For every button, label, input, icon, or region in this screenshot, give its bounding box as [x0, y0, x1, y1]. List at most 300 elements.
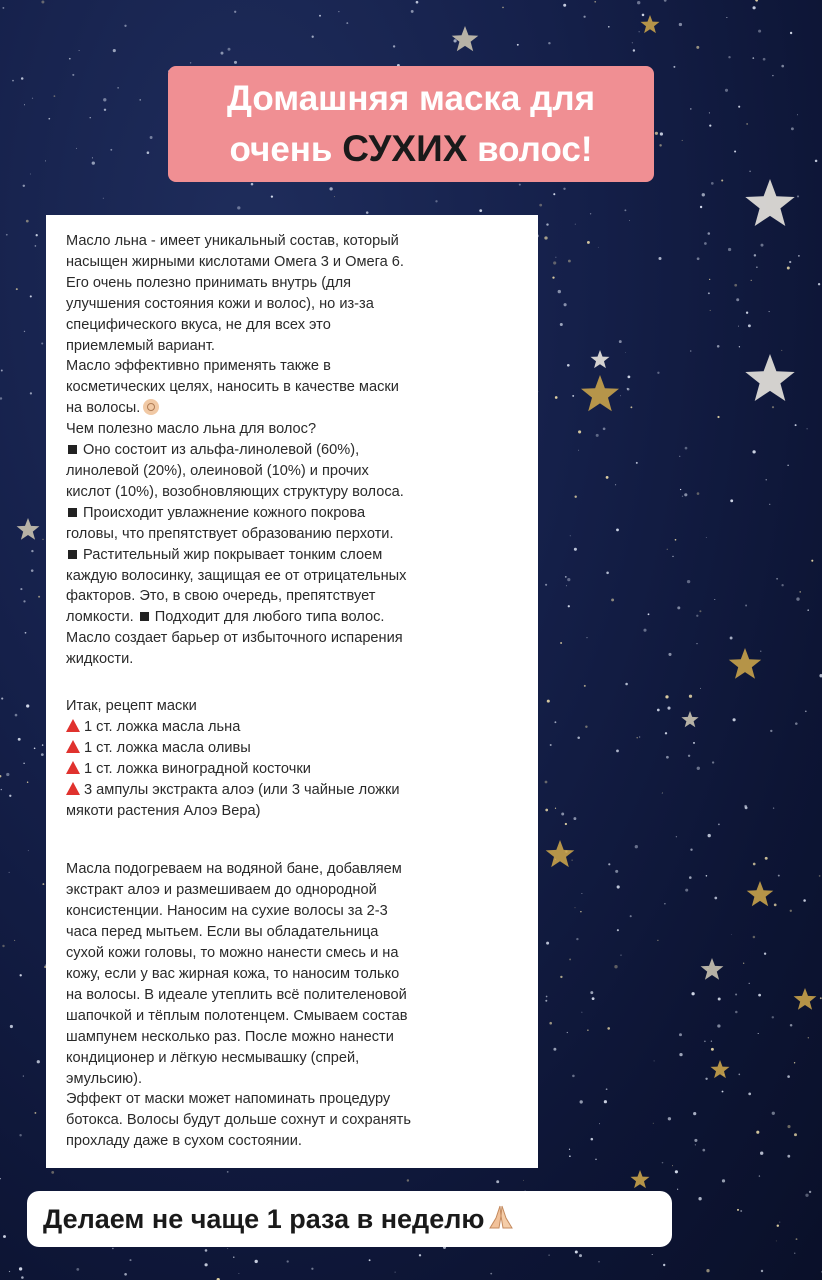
star-icon — [591, 350, 610, 368]
star-dot — [740, 1210, 742, 1212]
star-dot — [639, 736, 640, 737]
star-dot — [416, 1, 419, 4]
star-dot — [617, 885, 620, 888]
star-dot — [672, 1165, 673, 1166]
star-dot — [675, 539, 677, 541]
star-dot — [566, 585, 567, 586]
benefit-text: Происходит увлажнение кожного покрова головы, что препятствует образованию перхоти. — [66, 504, 394, 542]
star-dot — [319, 15, 321, 17]
star-dot — [560, 642, 562, 644]
star-dot — [1, 789, 2, 790]
star-dot — [539, 204, 542, 207]
star-dot — [749, 170, 751, 172]
star-dot — [798, 255, 800, 257]
star-icon — [729, 648, 761, 679]
star-dot — [796, 597, 799, 600]
star-dot — [110, 149, 112, 151]
star-dot — [690, 350, 692, 352]
star-dot — [689, 695, 692, 698]
star-dot — [587, 241, 590, 244]
star-dot — [772, 406, 774, 408]
star-dot — [695, 1144, 696, 1145]
star-dot — [545, 809, 548, 812]
star-dot — [346, 22, 348, 24]
star-dot — [553, 261, 556, 264]
star-dot — [781, 584, 783, 586]
star-dot — [565, 823, 567, 825]
star-dot — [14, 940, 15, 941]
star-dot — [628, 376, 631, 379]
star-dot — [662, 1162, 664, 1164]
star-dot — [411, 10, 414, 13]
star-dot — [664, 903, 665, 904]
star-dot — [739, 346, 740, 347]
star-dot — [735, 993, 737, 995]
star-dot — [639, 31, 640, 32]
star-dot — [772, 1016, 774, 1018]
star-dot — [572, 1075, 575, 1078]
star-dot — [603, 427, 606, 430]
ingredient-text: 1 ст. ложка масла оливы — [84, 739, 251, 756]
star-dot — [407, 1179, 409, 1181]
star-dot — [712, 761, 714, 763]
ok-hand-icon — [143, 399, 159, 415]
star-dot — [818, 283, 820, 285]
title-line-2-after: волос! — [467, 130, 593, 169]
star-dot — [684, 493, 687, 496]
star-dot — [760, 651, 761, 652]
star-dot — [561, 813, 564, 816]
star-dot — [688, 755, 690, 757]
star-dot — [820, 997, 822, 999]
star-dot — [749, 983, 750, 984]
star-dot — [743, 963, 744, 964]
star-dot — [6, 234, 8, 236]
star-dot — [699, 610, 701, 612]
star-dot — [576, 938, 578, 940]
title-accent-word: СУХИХ — [342, 128, 468, 169]
star-dot — [795, 722, 798, 725]
benefit-text: Подходит для любого типа волос. — [154, 609, 385, 626]
star-dot — [711, 1041, 712, 1042]
star-dot — [0, 775, 1, 777]
star-dot — [598, 1261, 599, 1262]
star-dot — [607, 1027, 610, 1030]
benefit-item — [66, 440, 526, 503]
star-dot — [28, 850, 29, 851]
star-dot — [751, 280, 752, 281]
ingredient-item — [66, 717, 526, 738]
star-dot — [608, 26, 610, 28]
star-dot — [679, 23, 682, 26]
star-dot — [227, 1248, 228, 1249]
star-dot — [38, 596, 40, 598]
star-dot — [1, 698, 3, 700]
star-dot — [548, 42, 550, 44]
star-dot — [806, 428, 807, 429]
star-dot — [635, 845, 638, 848]
star-dot — [778, 875, 780, 877]
star-dot — [711, 1048, 714, 1051]
star-dot — [581, 893, 582, 894]
star-dot — [746, 312, 748, 314]
star-dot — [706, 1269, 709, 1272]
star-dot — [555, 808, 556, 809]
star-dot — [16, 288, 18, 290]
star-dot — [606, 572, 609, 575]
star-dot — [545, 584, 547, 586]
star-dot — [677, 1189, 678, 1190]
star-dot — [558, 290, 561, 293]
star-dot — [652, 1254, 653, 1255]
star-dot — [774, 904, 777, 907]
star-dot — [620, 955, 621, 956]
benefits-heading: Чем полезно масло льна для волос? — [66, 421, 317, 438]
star-icon — [701, 958, 724, 980]
star-dot — [752, 57, 754, 59]
star-dot — [569, 958, 571, 960]
star-icon — [794, 988, 817, 1010]
square-bullet-icon — [68, 550, 77, 559]
article-card — [46, 215, 538, 1168]
star-dot — [664, 0, 667, 2]
star-dot — [702, 1149, 705, 1152]
star-dot — [546, 996, 548, 998]
star-dot — [667, 549, 668, 550]
star-dot — [805, 1194, 808, 1197]
star-dot — [233, 1257, 234, 1258]
star-dot — [103, 98, 106, 101]
star-dot — [221, 52, 224, 55]
star-dot — [6, 773, 9, 776]
star-dot — [35, 245, 37, 247]
star-dot — [569, 1155, 571, 1157]
star-dot — [435, 200, 437, 202]
benefit-text: Оно состоит из альфа-линолевой (60%), линолевой (20%), олеиновой (10%) и прочих кислот (10%), возобновляющих структуру волоса. — [66, 442, 404, 500]
star-dot — [590, 213, 591, 214]
star-dot — [76, 1268, 79, 1271]
star-dot — [34, 748, 36, 750]
star-dot — [790, 32, 792, 34]
star-dot — [734, 284, 737, 287]
star-dot — [714, 897, 717, 900]
star-dot — [676, 836, 677, 837]
star-dot — [679, 456, 680, 457]
star-dot — [615, 870, 618, 873]
star-dot — [596, 434, 599, 437]
star-dot — [675, 1170, 678, 1173]
star-dot — [728, 248, 731, 251]
star-dot — [228, 48, 231, 51]
star-dot — [519, 184, 521, 186]
star-dot — [69, 58, 71, 60]
star-dot — [658, 257, 661, 260]
star-dot — [554, 721, 556, 723]
star-dot — [563, 188, 565, 190]
star-dot — [419, 1254, 421, 1256]
star-dot — [591, 1138, 594, 1141]
star-dot — [745, 605, 747, 607]
star-dot — [738, 1074, 740, 1076]
star-dot — [579, 1254, 582, 1257]
star-dot — [234, 11, 236, 13]
star-dot — [139, 99, 141, 101]
star-dot — [722, 1091, 724, 1093]
star-dot — [570, 535, 571, 536]
star-dot — [51, 1171, 54, 1174]
star-dot — [553, 193, 555, 195]
star-dot — [26, 704, 29, 707]
star-dot — [32, 98, 33, 99]
star-dot — [787, 1155, 790, 1158]
star-dot — [90, 117, 91, 118]
instructions-paragraph: Масла подогреваем на водяной бане, добавляем экстракт алоэ и размешиваем до однородной консистенции. Наносим на сухие волосы за 2-3 часа перед мытьем. Если вы обладательница сухой кожи головы, то можно нанести смесь и на кожу, если у вас жирная кожа, то наносим только на волосы. В идеале утеплить всё полителеновой шапочкой и тёплым полотенцем. Смываем состав шампунем несколько раз. После можно нанести кондиционер и лёгкую несмывашку (спрей, эмульсию). — [66, 861, 408, 1087]
star-dot — [18, 738, 21, 741]
star-icon — [711, 1060, 730, 1078]
star-dot — [805, 710, 807, 712]
star-dot — [546, 942, 549, 945]
star-dot — [23, 185, 25, 187]
star-dot — [693, 742, 695, 744]
star-dot — [654, 1060, 655, 1061]
star-dot — [30, 392, 32, 394]
star-dot — [30, 174, 31, 175]
star-dot — [756, 267, 757, 268]
star-dot — [0, 1178, 1, 1180]
star-dot — [599, 1123, 600, 1124]
star-dot — [725, 89, 728, 92]
star-dot — [563, 4, 566, 7]
title-line-1: Домашняя маска для — [227, 79, 595, 118]
star-dot — [20, 974, 22, 976]
star-dot — [565, 576, 567, 578]
star-dot — [682, 140, 683, 141]
star-dot — [776, 578, 778, 580]
star-dot — [657, 709, 660, 712]
star-dot — [796, 1238, 798, 1240]
star-dot — [748, 324, 751, 327]
star-dot — [677, 606, 680, 609]
star-dot — [779, 1222, 780, 1223]
star-dot — [31, 569, 34, 572]
star-dot — [752, 450, 755, 453]
star-dot — [797, 114, 798, 115]
title-line-2-before: очень — [229, 130, 343, 169]
star-dot — [708, 292, 710, 294]
star-dot — [763, 58, 766, 61]
star-icon — [17, 518, 40, 540]
star-dot — [150, 136, 153, 139]
star-dot — [21, 1276, 24, 1279]
star-dot — [708, 232, 711, 235]
star-dot — [708, 834, 711, 837]
star-dot — [76, 148, 77, 149]
star-dot — [575, 224, 576, 225]
star-dot — [777, 1224, 779, 1226]
star-dot — [795, 424, 797, 426]
star-dot — [619, 340, 622, 343]
star-dot — [25, 632, 27, 634]
star-dot — [789, 261, 791, 263]
star-dot — [787, 267, 790, 270]
star-dot — [746, 123, 747, 124]
star-dot — [659, 144, 661, 146]
star-dot — [803, 899, 806, 902]
star-dot — [733, 718, 736, 721]
star-dot — [255, 1260, 258, 1263]
star-dot — [704, 1040, 706, 1042]
star-dot — [124, 25, 126, 27]
star-dot — [655, 132, 658, 135]
ingredient-item — [66, 780, 526, 822]
star-dot — [643, 629, 646, 632]
star-dot — [580, 911, 581, 912]
star-dot — [9, 795, 11, 797]
star-dot — [575, 1251, 578, 1254]
star-dot — [598, 247, 599, 248]
star-dot — [717, 416, 719, 418]
star-dot — [560, 323, 563, 326]
star-dot — [689, 876, 692, 879]
star-dot — [685, 889, 688, 892]
star-dot — [760, 1152, 763, 1155]
star-dot — [781, 350, 782, 351]
star-dot — [697, 767, 700, 770]
star-dot — [697, 257, 700, 260]
star-dot — [205, 1249, 208, 1252]
star-dot — [577, 736, 580, 739]
star-dot — [633, 49, 635, 51]
effect-paragraph: Эффект от маски может напоминать процедуру ботокса. Волосы будут дольше сохнут и сохранять прохладу даже в сухом состоянии. — [66, 1091, 411, 1150]
star-dot — [696, 46, 699, 49]
star-dot — [690, 849, 692, 851]
star-dot — [9, 1271, 10, 1272]
star-dot — [578, 430, 581, 433]
star-dot — [45, 160, 46, 161]
star-dot — [753, 936, 756, 939]
star-dot — [567, 364, 570, 367]
star-dot — [54, 95, 56, 97]
star-dot — [1, 370, 3, 372]
star-dot — [797, 195, 799, 197]
star-dot — [770, 730, 772, 732]
star-dot — [594, 1, 596, 3]
star-dot — [544, 236, 547, 239]
benefit-item — [66, 545, 526, 629]
star-dot — [3, 1235, 6, 1238]
star-dot — [630, 915, 632, 917]
benefit-tail: Масло создает барьер от избыточного испарения жидкости. — [66, 630, 403, 668]
star-dot — [112, 1248, 113, 1249]
star-dot — [682, 496, 683, 497]
star-dot — [606, 476, 609, 479]
star-dot — [564, 303, 567, 306]
cosmetic-text: Масло эффективно применять также в косметических целях, наносить в качестве маски на волосы. — [66, 358, 399, 417]
star-dot — [573, 817, 576, 820]
star-icon — [745, 354, 794, 401]
star-dot — [726, 17, 727, 18]
star-dot — [617, 929, 619, 931]
star-dot — [679, 1033, 682, 1036]
star-dot — [717, 1024, 720, 1027]
star-dot — [48, 118, 50, 120]
star-dot — [730, 637, 733, 640]
star-dot — [710, 310, 711, 311]
star-dot — [395, 1272, 396, 1273]
star-dot — [23, 763, 24, 764]
star-dot — [696, 615, 698, 617]
star-dot — [620, 395, 621, 396]
star-dot — [338, 11, 339, 12]
star-dot — [787, 1075, 790, 1078]
footer-banner — [27, 1191, 672, 1247]
star-dot — [30, 295, 32, 297]
star-dot — [611, 598, 614, 601]
star-dot — [567, 578, 570, 581]
star-dot — [34, 1112, 36, 1114]
star-dot — [271, 195, 273, 197]
star-dot — [666, 756, 669, 759]
star-dot — [811, 560, 813, 562]
ingredient-item — [66, 738, 526, 759]
star-dot — [815, 160, 818, 163]
star-dot — [608, 863, 610, 865]
star-dot — [454, 39, 457, 42]
star-dot — [636, 737, 637, 738]
star-dot — [769, 311, 770, 312]
footer-text: Делаем не чаще 1 раза в неделю — [43, 1204, 485, 1234]
star-dot — [794, 1133, 797, 1136]
star-dot — [714, 599, 715, 600]
star-dot — [706, 537, 707, 538]
star-dot — [648, 613, 650, 615]
star-dot — [555, 257, 556, 258]
ingredient-text: 1 ст. ложка масла льна — [84, 718, 241, 735]
star-dot — [680, 489, 681, 490]
star-dot — [761, 1270, 763, 1272]
star-dot — [547, 700, 550, 703]
star-dot — [205, 1263, 208, 1266]
star-dot — [550, 744, 552, 746]
star-dot — [606, 1088, 608, 1090]
star-dot — [766, 479, 767, 480]
star-dot — [79, 50, 80, 51]
star-dot — [787, 1125, 790, 1128]
star-dot — [19, 1134, 21, 1136]
star-dot — [42, 883, 44, 885]
title-line-2 — [168, 124, 654, 175]
star-dot — [490, 1273, 492, 1275]
star-dot — [72, 74, 74, 76]
star-dot — [10, 1025, 13, 1028]
star-dot — [312, 36, 314, 38]
star-dot — [2, 7, 4, 9]
benefit-text: Растительный жир покрывает тонким слоем каждую волосинку, защищая ее от отрицательных факторов. Это, в свою очередь, препятствует ломкости. — [66, 546, 407, 626]
star-dot — [23, 1076, 24, 1077]
star-dot — [624, 209, 626, 211]
star-dot — [545, 781, 548, 784]
benefit-item — [66, 503, 526, 545]
star-dot — [717, 345, 720, 348]
star-dot — [592, 997, 595, 1000]
star-dot — [754, 254, 756, 256]
star-dot — [569, 1149, 570, 1150]
star-dot — [637, 1, 640, 4]
star-dot — [578, 450, 579, 451]
star-dot — [190, 62, 191, 63]
star-dot — [580, 1100, 583, 1103]
star-dot — [555, 396, 558, 399]
